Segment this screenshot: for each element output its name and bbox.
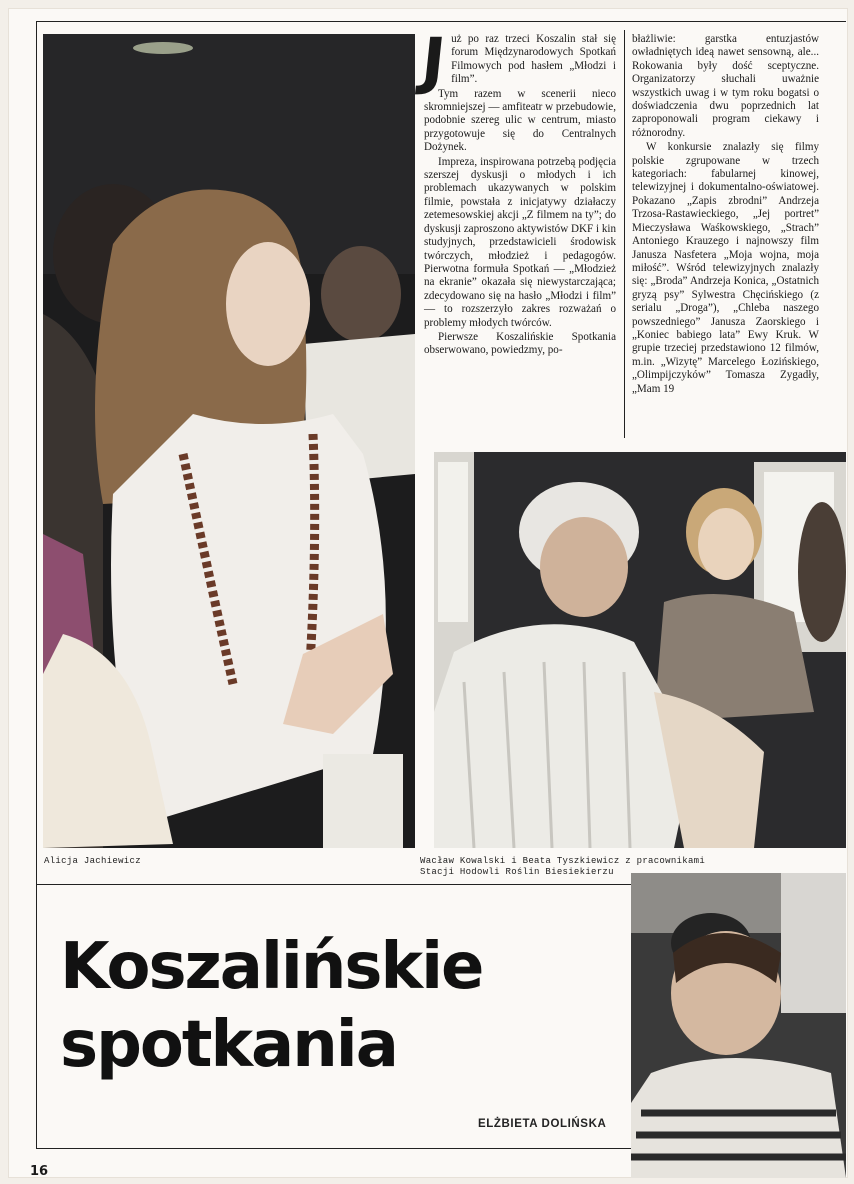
caption-photo-2-line-2: Stacji Hodowli Roślin Biesiekierzu — [420, 867, 614, 877]
caption-photo-2-line-1: Wacław Kowalski i Beata Tyszkiewicz z pracownikami — [420, 856, 706, 866]
frame-line-bottom — [36, 1148, 632, 1149]
photo-alicja-jachiewicz — [43, 34, 415, 848]
column-divider — [624, 30, 625, 438]
article-paragraph: Tym razem w scenerii nieco skromniejszej — amfiteatr w przebudowie, podobnie szereg ulic w centrum, miasto przygotowuje się do Centralnych Dożynek. — [424, 87, 616, 154]
article-column-1 — [418, 24, 616, 359]
frame-line-top — [36, 21, 846, 22]
article-paragraph: błażliwie: garstka entuzjastów owładniętych ideą nawet sensowną, ale... Rokowania były dość sceptyczne. Organizatorzy słuchali uważnie wszystkich uwag i w tym roku bogatsi o doświadczenia dwu poprzednich lat zaproponowali program ciekawy i różnorodny. — [632, 33, 819, 139]
article-paragraph: Pierwsze Koszalińskie Spotkania obserwowano, powiedzmy, po- — [424, 330, 616, 357]
frame-line-left — [36, 21, 37, 1149]
title-line-1: Koszalińskie — [60, 930, 483, 1004]
photo-young-man — [631, 873, 846, 1178]
dropcap: J — [418, 24, 449, 97]
photo-kowalski-tyszkiewicz — [434, 452, 846, 848]
article-paragraph: W konkursie znalazły się filmy polskie zgrupowane w trzech kategoriach: fabularnej kinowej, telewizyjnej i dokumentalno-oświatowej. Pokazano „Zapis zbrodni” Andrzeja Trzosa-Rastawieckiego, „Jej portret” Mieczysława Waśkowskiego, „Strach” Antoniego Krauzego i najnowszy film Janusza Nasfetera „Moja wojna, moja miłość”. Wśród telewizyjnych znalazły się: „Broda” Andrzeja Konica, „Ostatnich gryzą psy” Sylwestra Chęcińskiego (z serialu „Droga”), „Chleba naszego powszedniego” Janusza Zaorskiego i „Koniec babiego lata” Ewy Kruk. W grupie trzeciej przedstawiono 12 filmów, m.in. „Wizytę” Marcelego Łozińskiego, „Olimpijczyków” Tomasza Zygadły, „Mam 19 — [632, 141, 819, 395]
caption-photo-1: Alicja Jachiewicz — [44, 856, 141, 866]
article-paragraph: Impreza, inspirowana potrzebą podjęcia szerszej dyskusji o młodych i ich problemach ukazywanych w polskim filmie, powstała z inicjatywy działaczy zetemesowskiej akcji „Z filmem na ty”; do dyskusji zaproszono aktywistów DKF i kin studyjnych, przedstawicieli środowisk twórczych, młodzież i pedagogów. Pierwotna formuła Spotkań — „Młodzież na ekranie” okazała się niewystarczająca; zdecydowano się na hasło „Młodzi i film” — to rozszerzyło zakres rozważań o problemy młodych twórców. — [424, 155, 616, 329]
article-column-2 — [632, 33, 819, 397]
author-byline: ELŻBIETA DOLIŃSKA — [478, 1118, 607, 1130]
article-paragraph: uż po raz trzeci Koszalin stał się forum Międzynarodowych Spotkań Filmowych pod hasłem „Młodzi i film”. — [451, 33, 616, 86]
page-number: 16 — [30, 1164, 49, 1179]
article-title — [60, 928, 482, 1084]
title-line-2: spotkania — [60, 1008, 397, 1082]
